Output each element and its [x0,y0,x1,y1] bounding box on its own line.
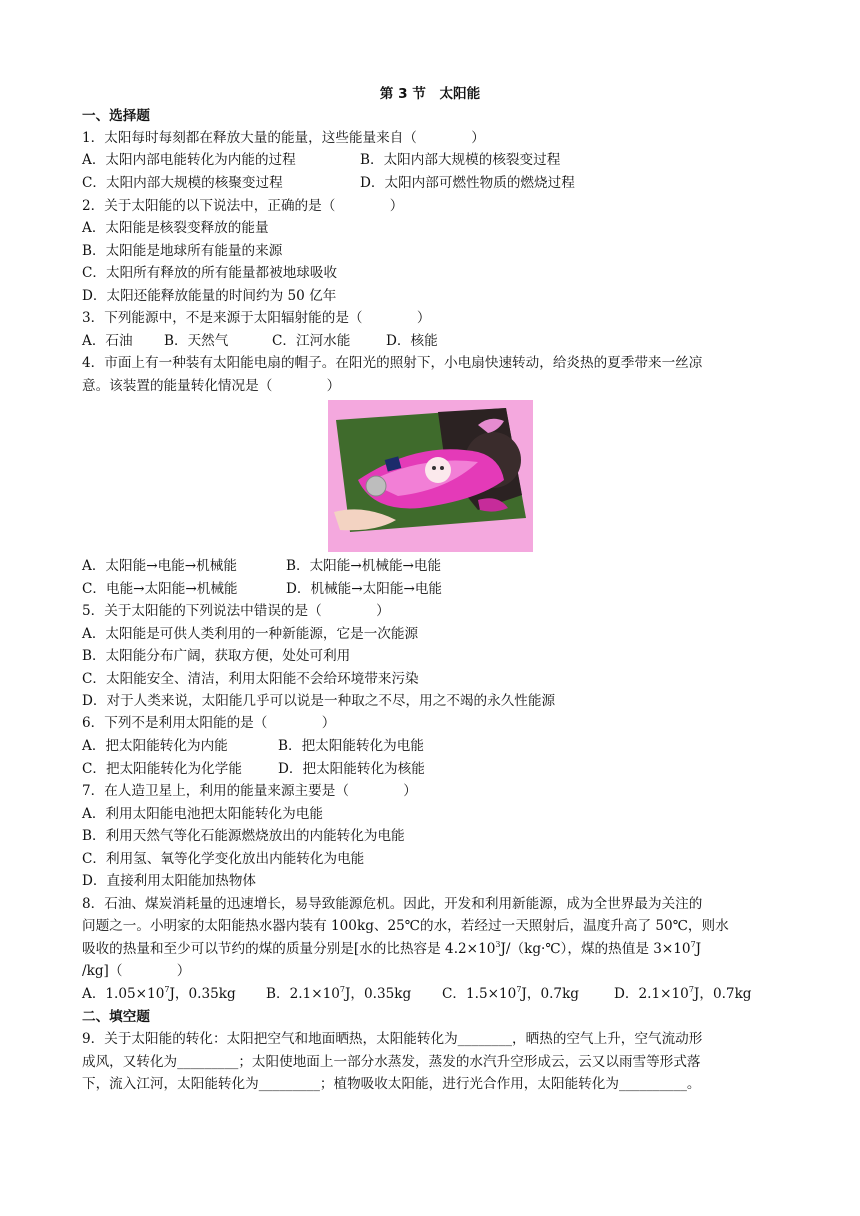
page-title: 第 3 节 太阳能 [379,86,481,102]
question-8-line2: 问题之一。小明家的太阳能热水器内装有 100kg、25℃的水，若经过一天照射后，温度升高了 50℃，则水 [82,918,729,934]
question-5-stem: 5．关于太阳能的下列说法中错误的是（ ） [82,603,390,619]
question-5-option-c: C．太阳能安全、清洁，利用太阳能不会给环境带来污染 [82,671,419,687]
question-6-option-c: C．把太阳能转化为化学能 [82,761,242,777]
q8-line3-part-a: 吸收的热量和至少可以节约的煤的质量分别是[水的比热容是 4.2×10 [82,941,496,957]
question-4-option-b: B．太阳能→机械能→电能 [286,558,442,574]
q8-line3-part-c: J [695,941,702,957]
question-3-stem: 3．下列能源中，不是来源于太阳辐射能的是（ ） [82,310,431,326]
question-1-option-d: D．太阳内部可燃性物质的燃烧过程 [360,175,575,191]
question-6-option-b: B．把太阳能转化为电能 [278,738,424,754]
question-2-option-c: C．太阳所有释放的所有能量都被地球吸收 [82,265,338,281]
question-1-option-a: A．太阳内部电能转化为内能的过程 [82,152,296,168]
question-9-line2: 成风，又转化为_________；太阳使地面上一部分水蒸发，蒸发的水汽升空形成云，云又以雨雪等形式落 [82,1054,701,1070]
question-6-stem: 6．下列不是利用太阳能的是（ ） [82,715,336,731]
question-4-stem-line1: 4．市面上有一种装有太阳能电扇的帽子。在阳光的照射下，小电扇快速转动，给炎热的夏季带来一丝凉 [82,355,703,371]
question-1-stem: 1．太阳每时每刻都在释放大量的能量，这些能量来自（ ） [82,130,485,146]
question-2-stem: 2．关于太阳能的以下说法中，正确的是（ ） [82,198,404,214]
question-7-option-b: B．利用天然气等化石能源燃烧放出的内能转化为电能 [82,828,405,844]
question-8-option-a: A．$1.05\times 10^7J$，0.35kg [82,985,236,1002]
question-5-option-a: A．太阳能是可供人类利用的一种新能源，它是一次能源 [82,626,419,642]
solar-fan-hat-photo [328,400,533,552]
question-9-line1: 9．关于太阳能的转化：太阳把空气和地面晒热，太阳能转化为________，晒热的空气上升，空气流动形 [82,1031,703,1047]
question-4-option-a: A．太阳能→电能→机械能 [82,558,237,574]
question-2-option-d: D．太阳还能释放能量的时间约为 50 亿年 [82,288,337,304]
question-3-option-c: C．江河水能 [272,333,351,349]
question-8-line4: /kg]（ ） [82,963,191,979]
question-8-line3 [82,939,701,959]
question-7-option-c: C．利用氢、氧等化学变化放出内能转化为电能 [82,851,365,867]
question-8-option-d: D．$2.1\times 10^7J$，0.7kg [614,985,752,1002]
q8-line3-part-b: J/（kg·℃），煤的热值是 3×10 [500,941,691,957]
question-7-option-a: A．利用太阳能电池把太阳能转化为电能 [82,806,323,822]
solar-fan-hat-image [328,400,533,552]
question-4-option-d: D．机械能→太阳能→电能 [286,581,443,597]
question-3-option-a: A．石油 [82,333,133,349]
question-1-option-c: C．太阳内部大规模的核聚变过程 [82,175,283,191]
section-heading-fill-in: 二、填空题 [82,1009,150,1025]
question-5-option-d: D．对于人类来说，太阳能几乎可以说是一种取之不尽，用之不竭的永久性能源 [82,693,556,709]
section-heading-choice: 一、选择题 [82,108,150,124]
question-1-option-b: B．太阳内部大规模的核裂变过程 [360,152,561,168]
question-2-option-b: B．太阳能是地球所有能量的来源 [82,243,283,259]
question-4-option-c: C．电能→太阳能→机械能 [82,581,238,597]
question-5-option-b: B．太阳能分布广阔，获取方便，处处可利用 [82,648,351,664]
q8-exponent-1: 3 [495,940,501,949]
question-4-stem-line2: 意。该装置的能量转化情况是（ ） [82,378,341,394]
question-3-option-b: B．天然气 [164,333,229,349]
question-8-option-b: B．$2.1\times 10^7J$，0.35kg [266,985,412,1002]
question-9-line3: 下，流入江河，太阳能转化为_________；植物吸收太阳能，进行光合作用，太阳能转化为__________。 [82,1076,701,1092]
question-8-option-c: C．$1.5\times 10^7J$，0.7kg [442,985,580,1002]
question-8-line1: 8．石油、煤炭消耗量的迅速增长，易导致能源危机。因此，开发和利用新能源，成为全世界最为关注的 [82,896,703,912]
question-3-option-d: D．核能 [386,333,438,349]
question-6-option-d: D．把太阳能转化为核能 [278,761,425,777]
question-6-option-a: A．把太阳能转化为内能 [82,738,228,754]
question-2-option-a: A．太阳能是核裂变释放的能量 [82,220,269,236]
question-7-option-d: D．直接利用太阳能加热物体 [82,873,257,889]
q8-exponent-2: 7 [690,940,696,949]
question-7-stem: 7．在人造卫星上，利用的能量来源主要是（ ） [82,783,417,799]
